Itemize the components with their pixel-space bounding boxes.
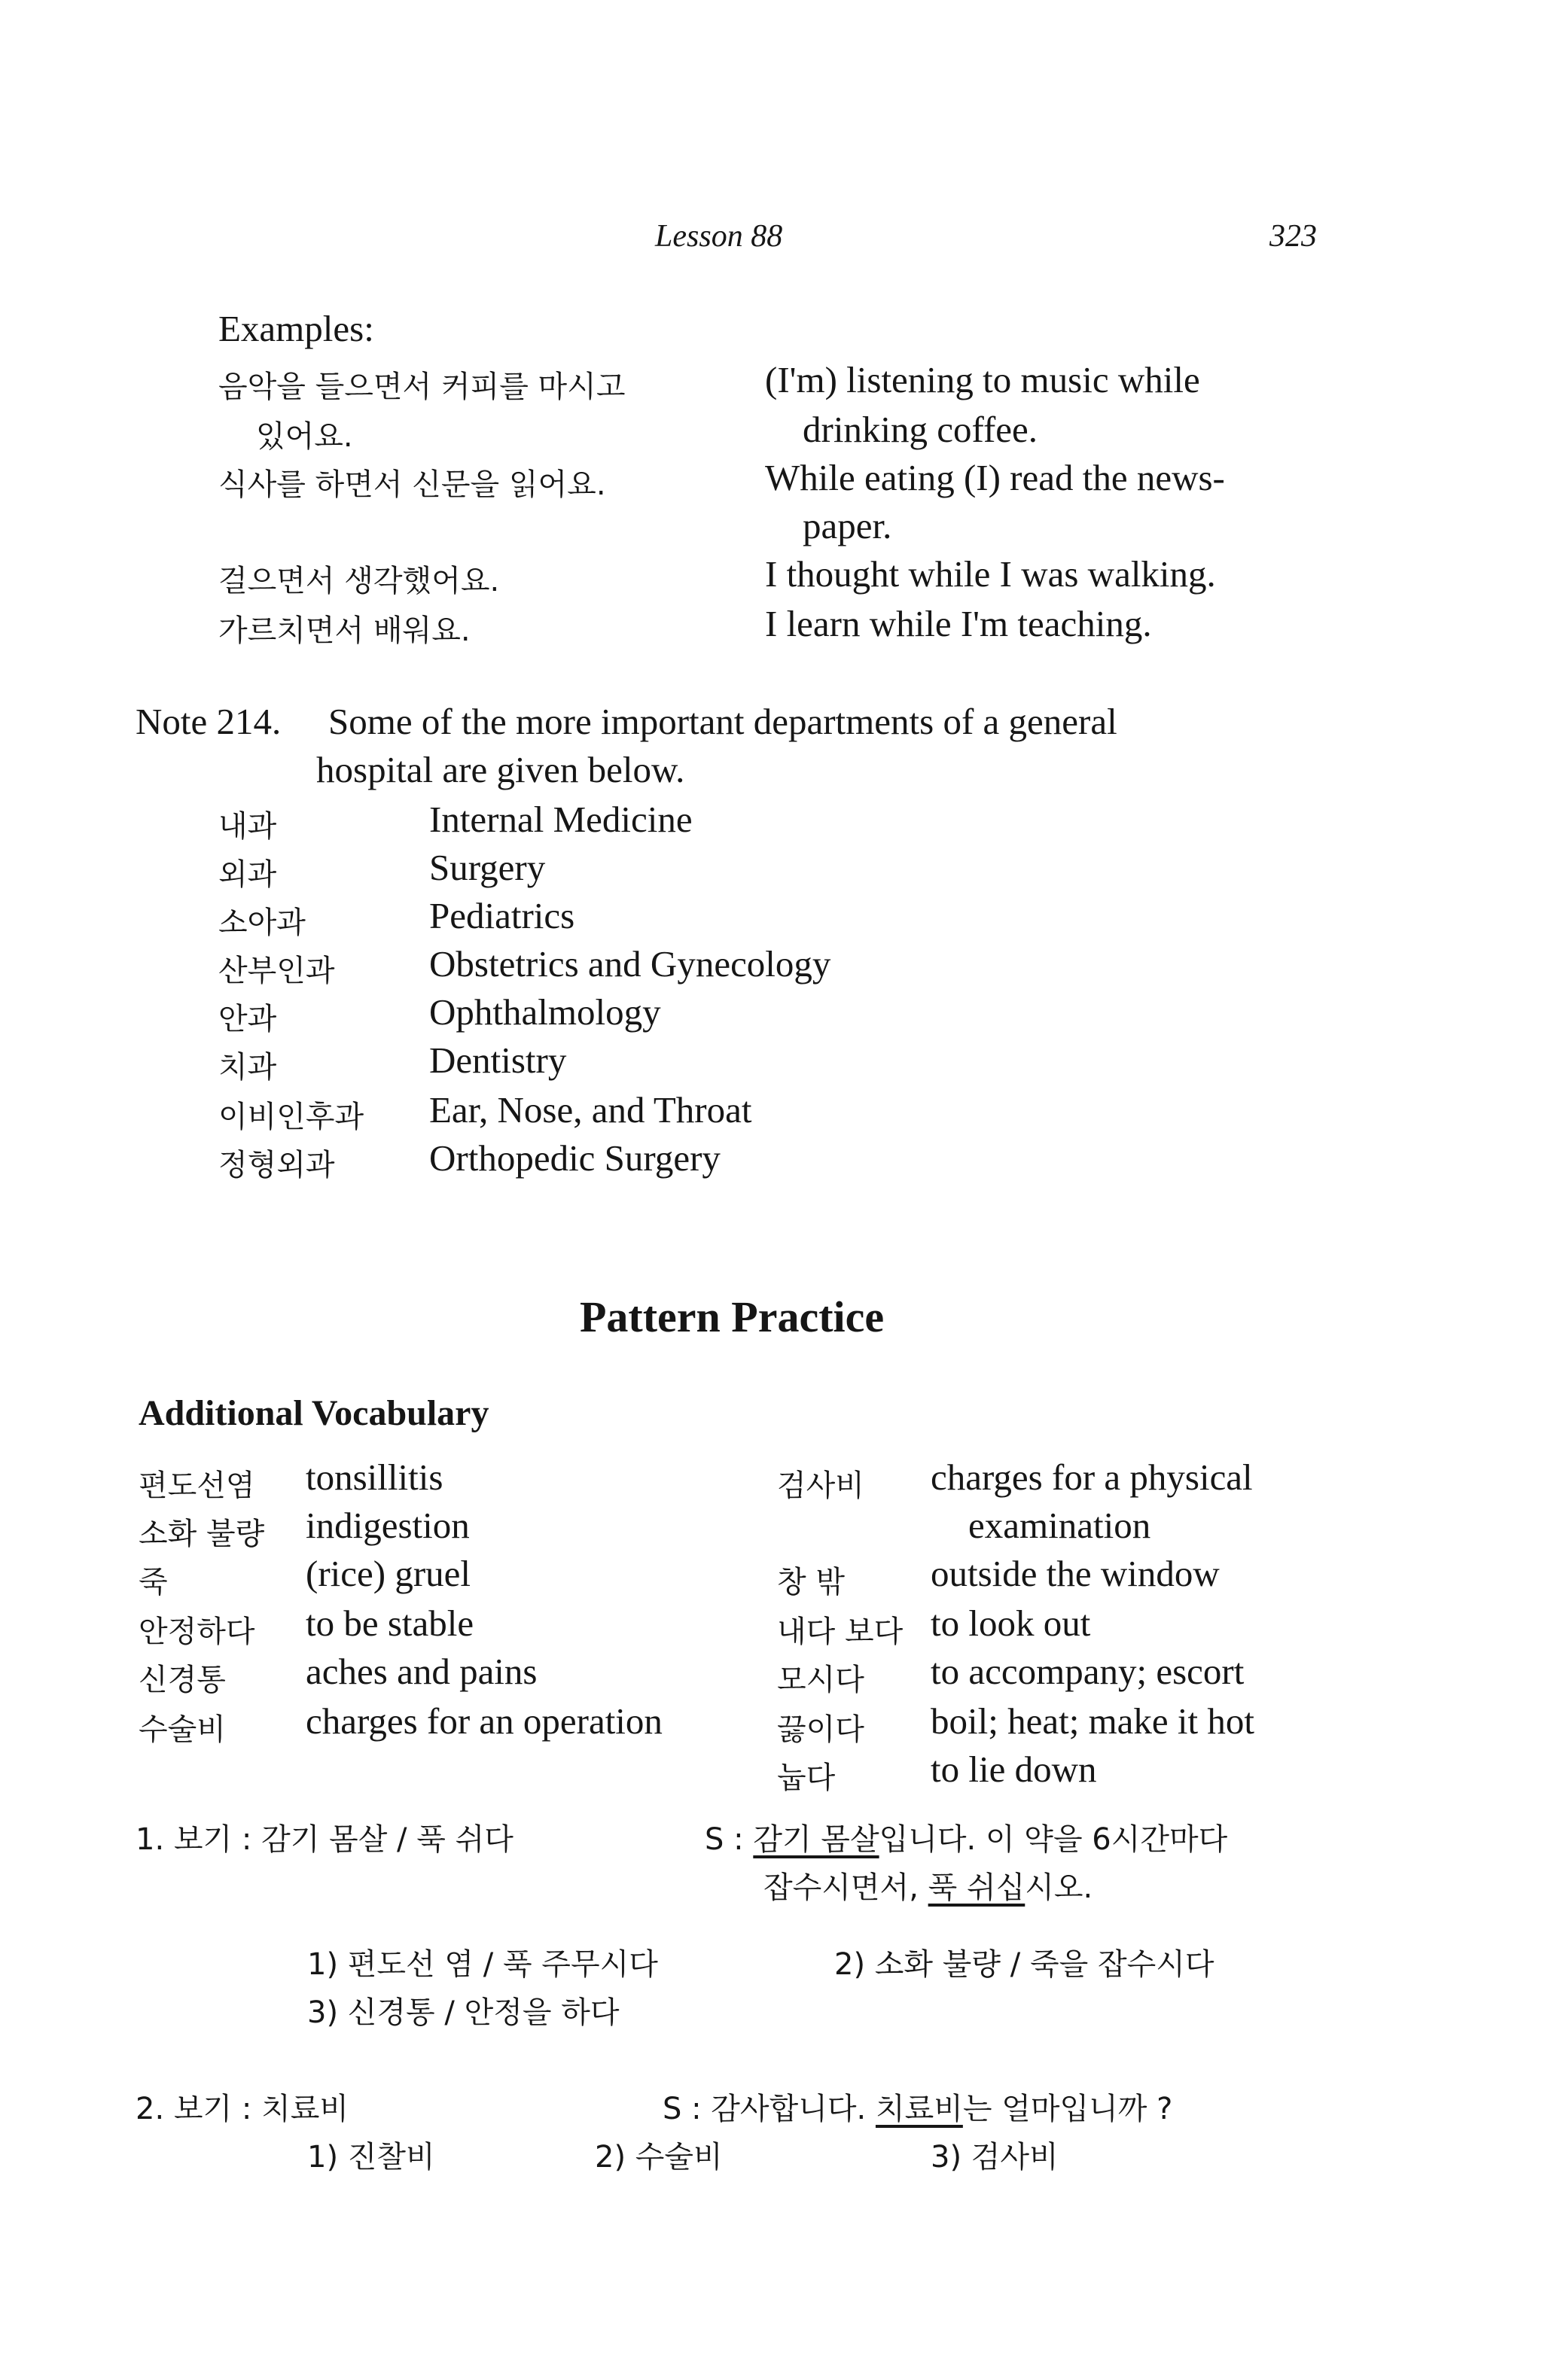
vocab-ko: 내다 보다 [777, 1615, 904, 1649]
vocab-en: to be stable [306, 1602, 474, 1644]
department-ko: 외과 [218, 857, 277, 892]
example-ko: 음악을 들으면서 커피를 마시고 [218, 370, 626, 404]
example-en: While eating (I) read the news- [765, 457, 1225, 498]
vocabulary-title: Additional Vocabulary [139, 1393, 489, 1433]
page-number: 323 [1269, 219, 1317, 254]
vocab-ko: 신경통 [139, 1663, 226, 1697]
vocab-en: boil; heat; make it hot [931, 1700, 1255, 1742]
vocab-ko: 죽 [139, 1565, 168, 1599]
drill-sentence-underlined: 푹 쉬십 [928, 1870, 1025, 1905]
drill-sentence-text: 입니다. 이 약을 6시간마다 [879, 1822, 1228, 1857]
department-en: Internal Medicine [429, 799, 693, 840]
drill-sentence-line2 [763, 1864, 1093, 1907]
example-en: I learn while I'm teaching. [765, 603, 1152, 644]
department-ko: 소아과 [218, 905, 306, 940]
drill-sentence-text: 는 얼마입니까 ? [962, 2092, 1173, 2126]
drill-sentence-underlined: 감기 몸살 [753, 1822, 879, 1857]
example-en: (I'm) listening to music while [765, 359, 1200, 400]
drill-example-label: 1. 보기 : 감기 몸살 / 푹 쉬다 [136, 1822, 513, 1857]
example-ko: 식사를 하면서 신문을 읽어요. [218, 467, 606, 502]
drill-item: 3) 신경통 / 안정을 하다 [307, 1995, 620, 2030]
drill-sentence-text: 잡수시면서, [763, 1870, 919, 1905]
drill-sentence-underlined: 치료비 [875, 2092, 963, 2126]
running-header: Lesson 88 [655, 219, 783, 254]
department-en: Dentistry [429, 1039, 567, 1081]
department-ko: 이비인후과 [218, 1100, 364, 1134]
vocab-en: to lie down [931, 1748, 1097, 1790]
examples-label: Examples: [218, 308, 374, 349]
department-ko: 치과 [218, 1050, 277, 1085]
vocab-en: to look out [931, 1602, 1091, 1644]
drill-sentence [705, 1815, 1227, 1858]
vocab-ko: 편도선염 [139, 1468, 255, 1503]
vocab-en: outside the window [931, 1553, 1220, 1594]
vocab-ko: 창 밖 [777, 1565, 845, 1599]
vocab-ko: 눕다 [777, 1761, 836, 1795]
drill-item: 2) 소화 불량 / 죽을 잡수시다 [834, 1947, 1214, 1982]
vocab-en: tonsillitis [306, 1456, 443, 1498]
drill-sentence-prefix: S : [705, 1822, 744, 1857]
department-ko: 내과 [218, 809, 277, 844]
department-en: Pediatrics [429, 895, 575, 936]
department-en: Obstetrics and Gynecology [429, 943, 831, 985]
vocab-en: (rice) gruel [306, 1553, 471, 1594]
vocab-en: indigestion [306, 1505, 470, 1546]
vocab-en: charges for a physical [931, 1456, 1253, 1498]
example-ko: 걸으면서 생각했어요. [218, 564, 500, 598]
section-title: Pattern Practice [580, 1292, 885, 1341]
note-label: Note 214. [136, 701, 282, 742]
vocab-en: charges for an operation [306, 1700, 663, 1742]
example-en: paper. [803, 505, 892, 546]
drill-sentence-prefix: S : 감사합니다. [663, 2092, 867, 2126]
drill-item: 2) 수술비 [595, 2140, 723, 2175]
example-en: I thought while I was walking. [765, 553, 1216, 595]
example-en: drinking coffee. [803, 409, 1038, 450]
vocab-en-continued: examination [968, 1505, 1151, 1546]
vocab-en: to accompany; escort [931, 1651, 1245, 1692]
department-en: Orthopedic Surgery [429, 1137, 721, 1179]
example-ko: 가르치면서 배워요. [218, 613, 471, 648]
drill-item: 3) 검사비 [931, 2140, 1059, 2175]
department-ko: 산부인과 [218, 954, 335, 988]
vocab-ko: 검사비 [777, 1468, 864, 1503]
vocab-ko: 모시다 [777, 1663, 864, 1697]
note-text: hospital are given below. [316, 749, 685, 790]
example-ko: 있어요. [256, 419, 353, 454]
drill-sentence [663, 2085, 1172, 2128]
vocab-en: aches and pains [306, 1651, 538, 1692]
department-ko: 안과 [218, 1002, 277, 1036]
drill-example-label: 2. 보기 : 치료비 [136, 2092, 349, 2126]
drill-item: 1) 편도선 염 / 푹 주무시다 [307, 1947, 658, 1982]
vocab-ko: 안정하다 [139, 1615, 255, 1649]
department-en: Ear, Nose, and Throat [429, 1089, 752, 1131]
vocab-ko: 끓이다 [777, 1712, 864, 1747]
department-ko: 정형외과 [218, 1148, 335, 1182]
note-text: Some of the more important departments of a general [328, 701, 1117, 742]
drill-item: 1) 진찰비 [307, 2140, 435, 2175]
vocab-ko: 수술비 [139, 1712, 226, 1747]
vocab-ko: 소화 불량 [139, 1517, 265, 1551]
department-en: Surgery [429, 847, 546, 888]
department-en: Ophthalmology [429, 991, 661, 1033]
drill-sentence-text: 시오. [1025, 1870, 1093, 1905]
